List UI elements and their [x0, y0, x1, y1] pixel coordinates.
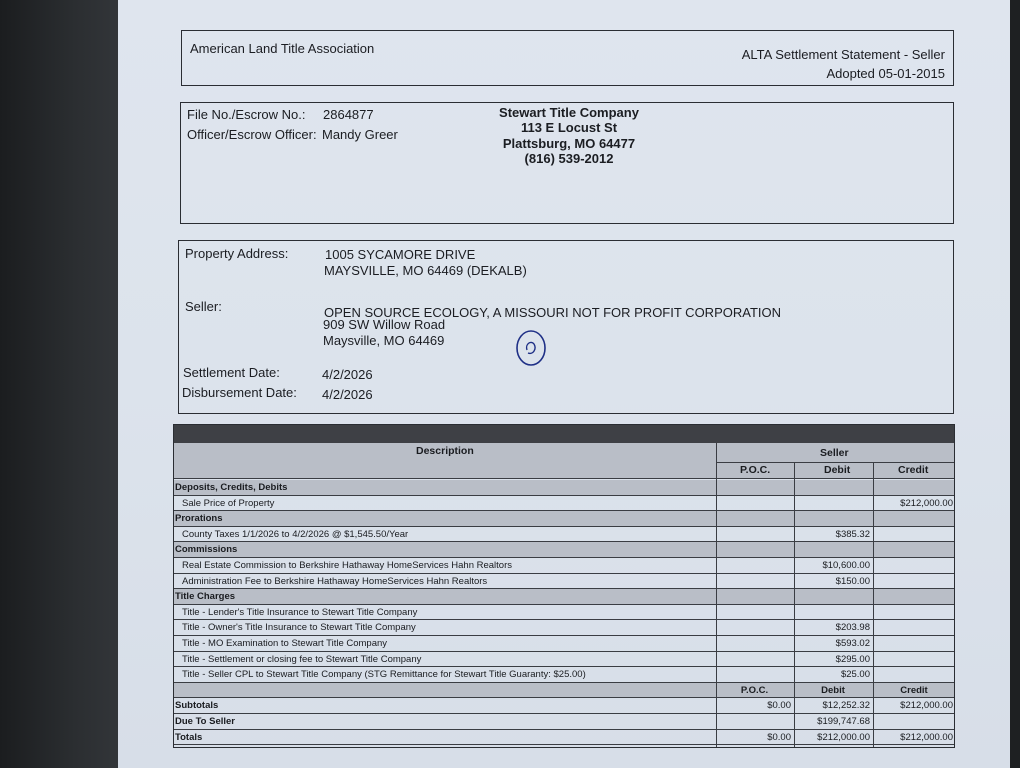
row-poc	[718, 511, 791, 526]
row-description: Deposits, Credits, Debits	[175, 482, 288, 493]
row-credit	[875, 589, 953, 604]
company-phone: (816) 539-2012	[524, 151, 614, 166]
settlement-statement-page	[118, 0, 1010, 768]
row-description: Commissions	[175, 544, 238, 556]
row-credit	[875, 527, 953, 542]
adopted-date: Adopted 05-01-2015	[826, 66, 945, 81]
row-description: County Taxes 1/1/2026 to 4/2/2026 @ $1,545.50/Year	[182, 528, 409, 540]
col-debit-header: Debit	[824, 464, 851, 476]
col-description-header: Description	[416, 445, 474, 457]
col-credit-header: Credit	[898, 464, 929, 476]
desk-background	[0, 0, 125, 768]
row-credit	[875, 652, 953, 667]
table-total-row	[174, 714, 954, 730]
row-description: Title - MO Examination to Stewart Title Company	[182, 638, 388, 649]
disbursement-date-label: Disbursement Date:	[182, 385, 297, 400]
row-description: Sale Price of Property	[182, 497, 275, 509]
row-debit: $212,000.00	[817, 731, 870, 743]
table-row	[174, 527, 954, 543]
escrow-officer-label: Officer/Escrow Officer:	[187, 127, 317, 142]
table-row	[174, 652, 954, 668]
row-credit: $212,000.00	[900, 731, 953, 743]
row-poc	[718, 496, 791, 511]
row-poc: $0.00	[767, 700, 791, 712]
row-credit	[875, 480, 953, 495]
table-section-row	[174, 542, 954, 558]
row-credit	[875, 620, 953, 635]
row-credit	[875, 511, 953, 526]
row-poc	[718, 620, 791, 635]
poc-column-divider	[794, 462, 795, 748]
table-row	[174, 636, 954, 652]
row-poc	[718, 558, 791, 573]
row-description: Administration Fee to Berkshire Hathaway HomeServices Hahn Realtors	[182, 575, 488, 587]
table-section-row	[174, 589, 954, 605]
row-description: Title Charges	[175, 591, 236, 603]
row-debit: $25.00	[840, 669, 870, 681]
row-credit	[875, 574, 953, 589]
company-city: Plattsburg, MO 64477	[502, 136, 636, 151]
row-description: Real Estate Commission to Berkshire Hathaway HomeServices Hahn Realtors	[182, 560, 512, 571]
seller-city: Maysville, MO 64469	[323, 333, 445, 348]
row-description: Title - Seller CPL to Stewart Title Company (STG Remittance for Stewart Title Guaranty: $25.00)	[182, 669, 586, 681]
table-row	[174, 496, 954, 512]
desc-column-divider	[716, 443, 717, 748]
file-info-box	[180, 102, 954, 224]
table-section-row	[174, 511, 954, 527]
row-debit	[796, 605, 870, 620]
org-name: American Land Title Association	[190, 41, 375, 56]
seller-name: OPEN SOURCE ECOLOGY, A MISSOURI NOT FOR PROFIT CORPORATION	[324, 305, 781, 320]
table-header-row	[174, 443, 954, 479]
table-subheader-row	[174, 683, 954, 699]
row-poc	[718, 480, 791, 495]
table-section-row	[174, 480, 954, 496]
row-poc	[718, 605, 791, 620]
row-debit: Debit	[821, 684, 845, 696]
row-poc: P.O.C.	[740, 684, 769, 696]
table-row	[174, 667, 954, 683]
header-box	[181, 30, 954, 86]
row-poc	[718, 636, 791, 651]
seller-header-divider	[716, 462, 955, 463]
row-poc	[718, 589, 791, 604]
row-debit	[796, 480, 870, 495]
row-debit	[796, 496, 870, 511]
row-credit	[875, 605, 953, 620]
row-debit: $295.00	[835, 653, 870, 665]
property-address-label: Property Address:	[185, 246, 289, 261]
property-address-line2: MAYSVILLE, MO 64469 (DEKALB)	[324, 263, 527, 278]
settlement-date-label: Settlement Date:	[183, 365, 280, 380]
row-debit: $199,747.68	[817, 716, 870, 727]
row-description: Title - Settlement or closing fee to Stewart Title Company	[182, 653, 422, 665]
settlement-date-value: 4/2/2026	[322, 367, 373, 382]
table-row	[174, 558, 954, 574]
row-debit: $203.98	[835, 622, 870, 634]
file-number-value: 2864877	[323, 107, 374, 122]
table-row	[174, 574, 954, 590]
row-debit	[796, 542, 870, 557]
seller-label: Seller:	[185, 299, 222, 314]
row-description: Title - Lender's Title Insurance to Stewart Title Company	[182, 606, 418, 618]
handwritten-circle-mark	[515, 328, 547, 368]
table-total-row	[174, 698, 954, 714]
row-debit: $385.32	[835, 528, 870, 540]
row-description: Title - Owner's Title Insurance to Stewart Title Company	[182, 622, 416, 634]
file-number-label: File No./Escrow No.:	[187, 107, 306, 122]
row-poc	[718, 652, 791, 667]
row-credit	[875, 542, 953, 557]
row-credit	[875, 667, 953, 682]
row-description: Due To Seller	[175, 716, 236, 727]
row-poc	[718, 527, 791, 542]
row-credit	[875, 636, 953, 651]
row-poc	[718, 667, 791, 682]
col-poc-header: P.O.C.	[740, 464, 771, 476]
table-total-row	[174, 730, 954, 746]
row-debit: $10,600.00	[822, 560, 870, 571]
row-credit	[875, 714, 953, 729]
debit-column-divider	[873, 462, 874, 748]
row-debit	[796, 589, 870, 604]
row-credit	[875, 558, 953, 573]
row-poc: $0.00	[767, 731, 791, 743]
row-poc	[718, 574, 791, 589]
row-poc	[718, 714, 791, 729]
row-credit: Credit	[900, 684, 928, 696]
col-seller-header: Seller	[820, 447, 849, 459]
row-debit: $150.00	[835, 575, 870, 587]
table-row	[174, 605, 954, 621]
row-debit	[796, 511, 870, 526]
settlement-table	[173, 424, 955, 748]
row-debit: $12,252.32	[822, 700, 870, 712]
row-description: Prorations	[175, 513, 223, 525]
row-description: Subtotals	[175, 700, 219, 712]
table-row	[174, 620, 954, 636]
table-top-band	[174, 425, 954, 443]
row-credit: $212,000.00	[900, 700, 953, 712]
property-address-line1: 1005 SYCAMORE DRIVE	[325, 247, 476, 262]
company-street: 113 E Locust St	[520, 120, 618, 135]
property-box	[178, 240, 954, 414]
row-credit: $212,000.00	[900, 497, 953, 509]
row-debit: $593.02	[835, 638, 870, 649]
seller-street: 909 SW Willow Road	[323, 317, 446, 332]
escrow-officer-value: Mandy Greer	[322, 127, 398, 142]
disbursement-date-value: 4/2/2026	[322, 387, 373, 402]
row-description: Totals	[175, 731, 203, 743]
form-title: ALTA Settlement Statement - Seller	[741, 47, 945, 62]
company-name: Stewart Title Company	[499, 105, 639, 120]
row-poc	[718, 542, 791, 557]
